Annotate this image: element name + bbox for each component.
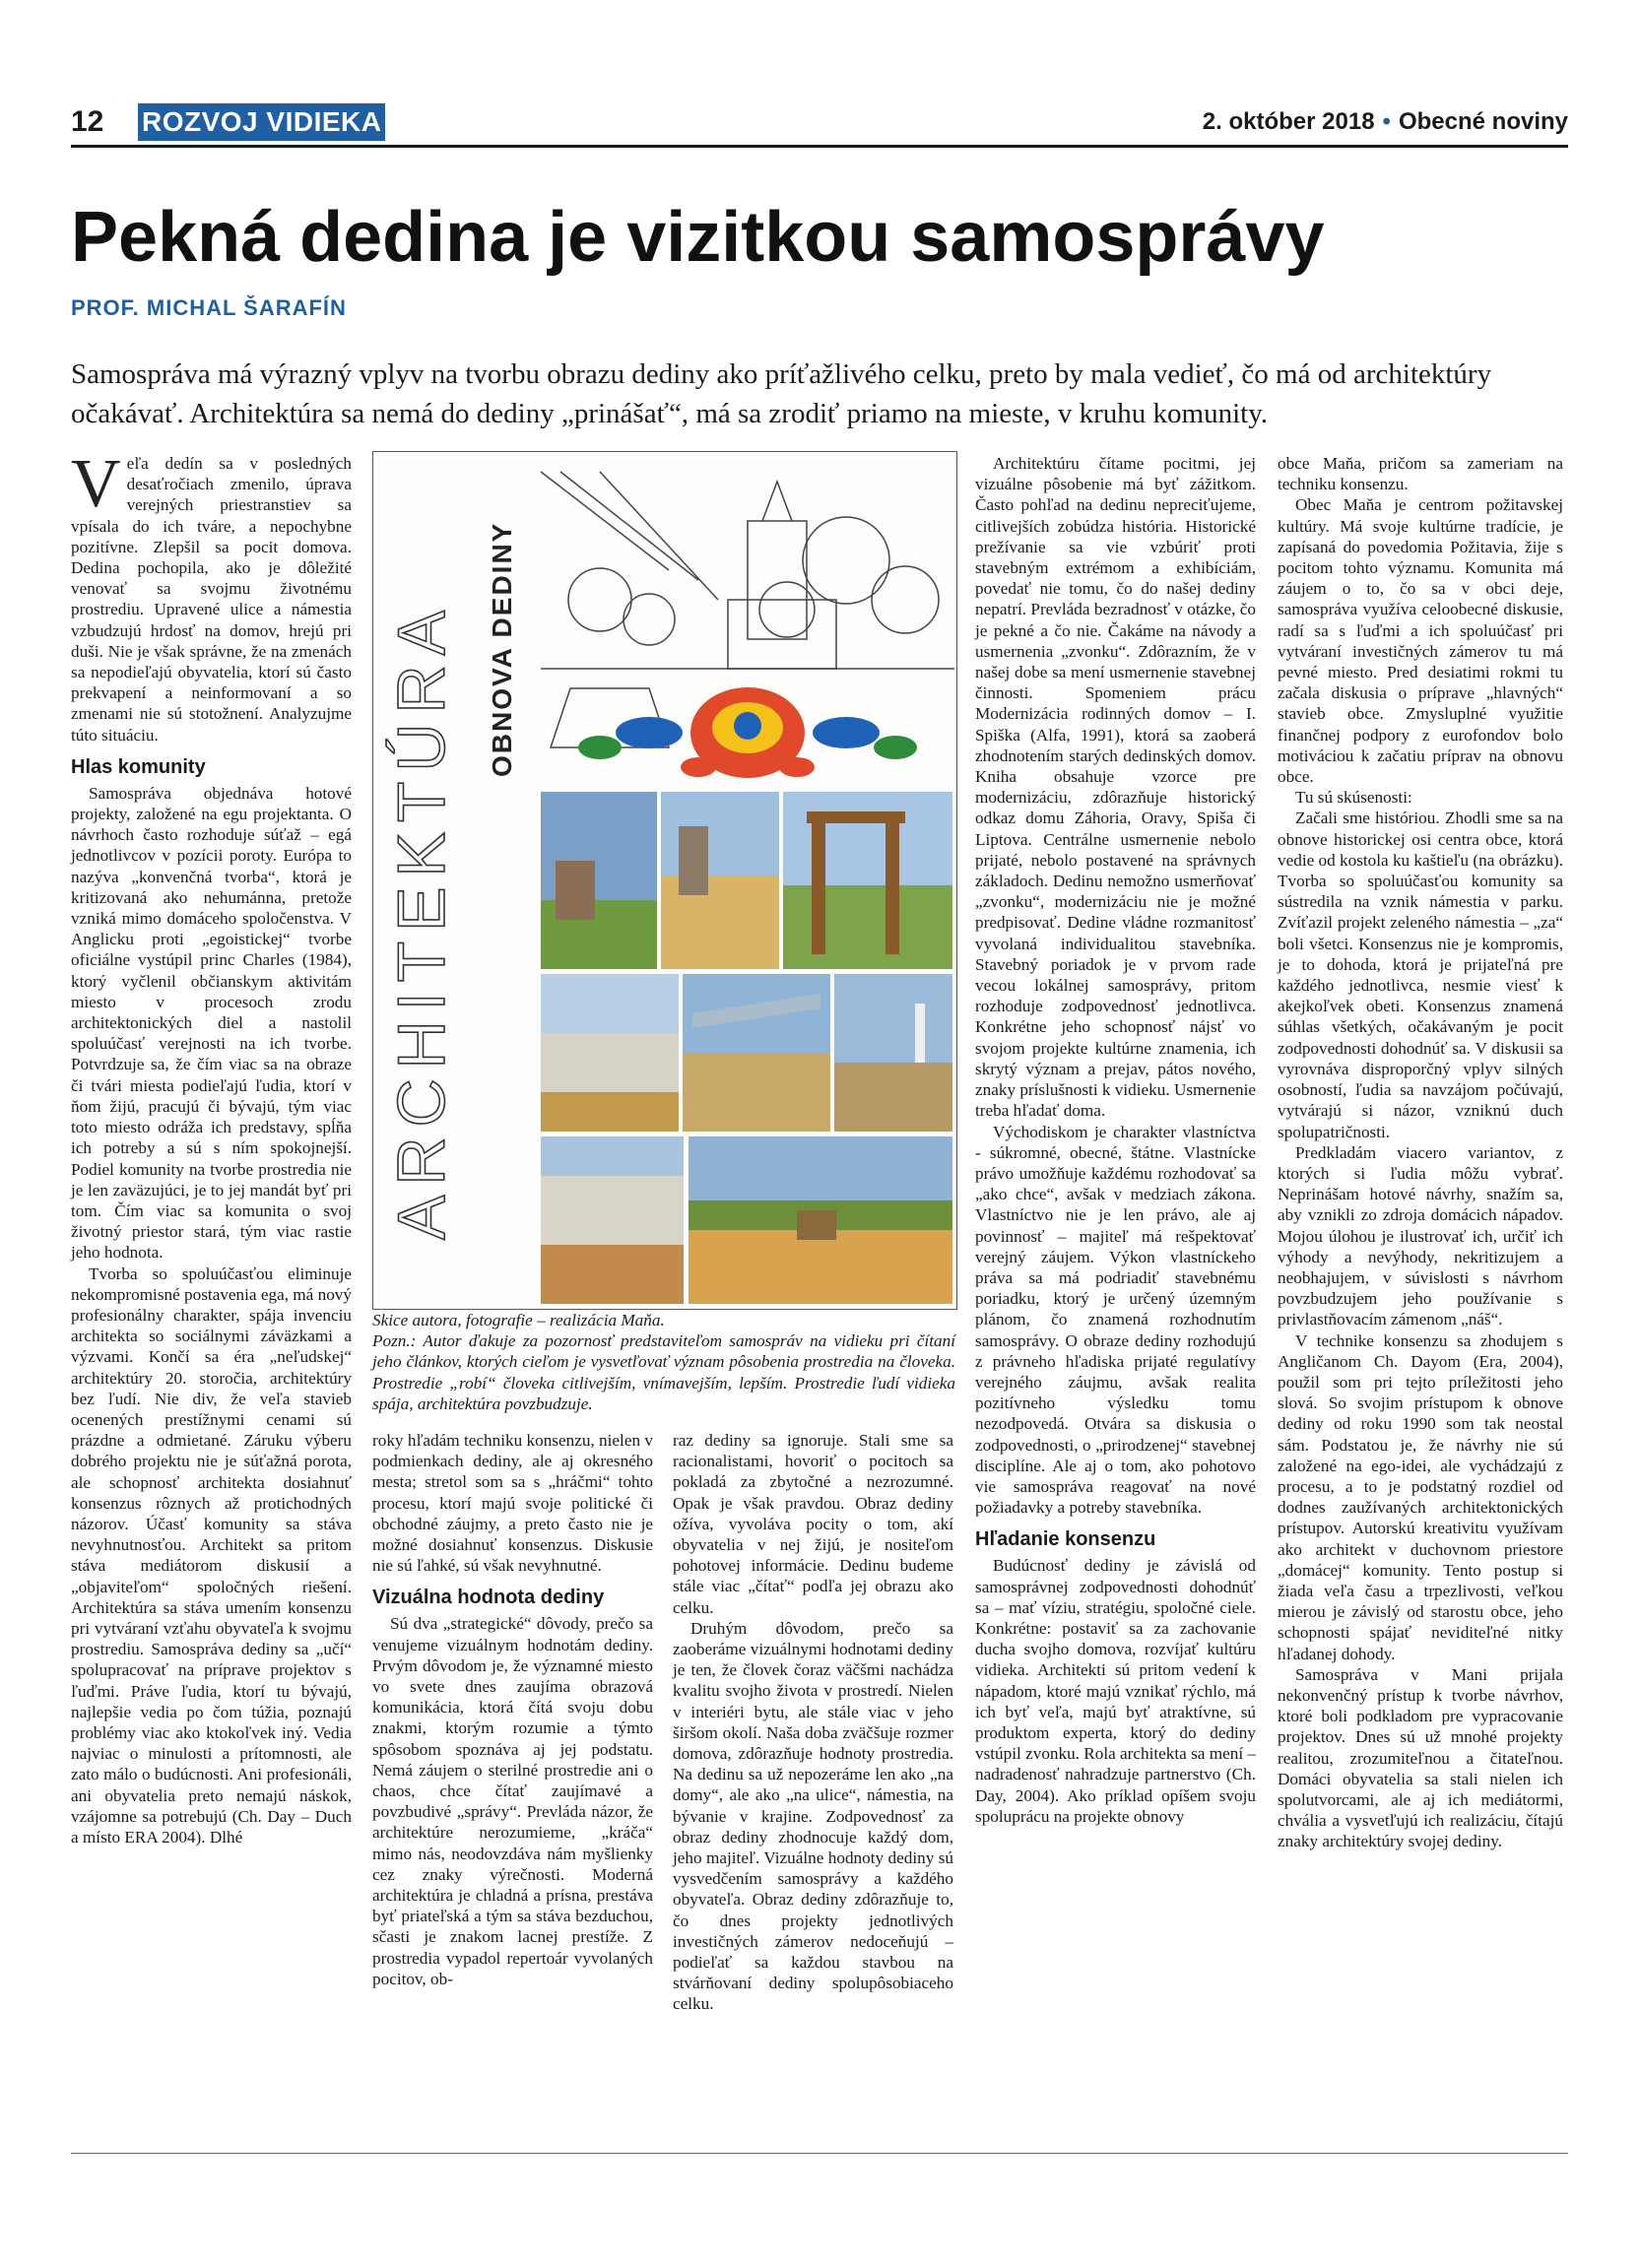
paragraph: Budúcnosť dediny je závislá od samosprávnej zodpovednosti dohodnúť sa – mať víziu, stratégiu, spoločné ciele. Konkrétne: postaviť sa za zachovanie ducha svojho domova, rozvíjať kultúru vidieka. Architekti sú pritom vedení k nápadom, ktoré majú vznikať rýchlo, má ich byť veľa, majú byť atraktívne, sú produktom experta, ktorý do dediny vstúpil zvonku. Rola architekta sa mení – nadradenosť nahradzuje partnerstvo (Ch. Day, 2004). Ako príklad opíšem svoju spoluprácu na projekte obnovy <box>975 1556 1256 1826</box>
subheading: Vizuálna hodnota dediny <box>372 1587 605 1609</box>
article-title: Pekná dedina je vizitkou samosprávy <box>71 198 1325 277</box>
article-column-2 <box>372 1430 653 1989</box>
paragraph: Predkladám viacero variantov, z ktorých si ľudia môžu vybrať. Neprinášam hotové návrhy, snažím sa, aby vznikli zo zdroja domácich nápadov. Mojou úlohou je ilustrovať ich, určiť ich výhody a nevýhody, nekritizujem a neobhajujem, v súvislosti s návrhom povzbudzujem jeho používanie s privlastňovacím zámenom „náš“. <box>1278 1142 1563 1329</box>
caption-note: Pozn.: Autor ďakuje za pozornosť predstaviteľom samospráv na vidieku pri čítaní jeho článkov, ktorých cieľom je vysvetľovať význam pôsobenia prostredia na človeka. Prostredie „robí“ človeka citlivejším, vnímavejším, lepším. Prostredie ľudí vidieka spája, architektúra povzbudzuje. <box>372 1331 955 1413</box>
paragraph: obce Maňa, pričom sa zameriam na techniku konsenzu. <box>1278 454 1563 494</box>
paragraph: Architektúru čítame pocitmi, jej vizuálne pôsobenie má byť zážitkom. Často pohľad na dedinu nepreciťujeme, citlivejších zobúdza história. Historické prežívanie sa vie vzbúriť proti stavebným extrémom a exhibíciám, povedať nie tomu, čo do našej dediny nepatrí. Prevláda bezradnosť v otázke, čo je pekné a čo nie. Čakáme na návody a usmernenia „zvonku“. Zdôrazním, že v našej dobe sa mení usmernenie stavebnej činnosti. Spomeniem prácu Modernizácia rodinných domov – I. Spiška (Alfa, 1991), ktorá sa zaoberá zhodnotením starých dedinských domov. Kniha obsahuje vzorce pre modernizáciu, zdôrazňuje historický odkaz domu Záhoria, Oravy, Spiša či Liptova. Centrálne usmernenie nebolo prijaté, nebolo postavené na správnych základoch. Dedinu nemožno usmerňovať „zvonku“, modernizáciu nie je možné predpisovať. Dedine vládne rozmanitosť vyvolaná individualitou stavebníka. Stavebný poriadok je v prvom rade vecou lokálnej samosprávy, pritom rozhoduje zodpovednosť jednotlivca. Konkrétne jeho schopnosť nájsť vo svojom projekte kultúrne znamenia, ich skrytý význam a prejav, pátos nového, znaky príslušnosti k vidieku. Usmernenie treba hľadať doma. <box>975 454 1256 1121</box>
paragraph: Samospráva objednáva hotové projekty, založené na egu projektanta. O návrhoch často rozhoduje súťaž – egá jednotlivcov v pozícii poroty. Európa to nazýva „konvenčná tvorba“, ktorá je kritizovaná ako nehumánna, pretože vzniká mimo domáceho spoločenstva. V Anglicku proti „egoistickej“ tvorbe oficiálne vystúpil princ Charles (1984), ktorý vyčlenil občianskym aktivitám miesto v procesoch zrodu architektonických diel a nastolil spoluúčasť verejnosti na ich tvorbe. Potvrdzuje sa, že čím viac sa na obraze či tvári miesta podieľajú ľudia, ktorí v ňom žijú, pracujú či bývajú, tým viac toto miesto odráža ich predstavy, spĺňa ich potreby a sú s ním spokojnejší. Podiel komunity na tvorbe prostredia nie je len zaväzujúci, je to jej mandát byť pri tom. Čím viac sa komunita o svoj životný priestor stará, tým viac rastie jeho hodnota. <box>71 783 352 1263</box>
page-header <box>71 103 1568 148</box>
article-column-4 <box>975 453 1256 1827</box>
paragraph: raz dediny sa ignoruje. Stali sme sa racionalistami, hovoriť o pocitoch sa pokladá za zbytočné a nezrozumné. Opak je však pravdou. Obraz dediny ožíva, vyvoláva pocity o tom, akí obyvatelia v nej žijú, je nositeľom pohotovej informácie. Dedinu budeme stále viac „čítať“ podľa jej obrazu ako celku. <box>673 1431 953 1617</box>
paragraph: Tu sú skúsenosti: <box>1295 788 1412 808</box>
figure-caption <box>372 1310 955 1414</box>
figure-collage <box>373 452 956 1309</box>
photo-grid <box>541 792 952 1304</box>
issue-info <box>1203 103 1568 141</box>
paragraph: Tvorba so spoluúčasťou eliminuje nekompromisné postavenia ega, má nový profesionálny charakter, spája invenciu architekta so sociálnymi záväzkami a výzvami. Končí sa éra „neľudskej“ architektúry 20. storočia, architektúry bez ľudí. Nie div, že veľa stavieb ocenených prestížnymi cenami sú prázdne a odmietané. Záruku výberu dobrého projektu nie je súťažná porota, ale schopnosť architekta dosiahnuť konsenzus rôznych až protichodných názorov. Účasť komunity sa stáva nevyhnutnosťou. Architekt sa pritom stáva mediátorom diskusií a „objaviteľom“ spoločných riešení. Architektúra sa stáva umením konsenzu pri vytváraní vzťahu obyvateľa k svojmu prostrediu. Samospráva dediny sa „učí“ spolupracovať na príprave projektov s ľuďmi. Práve ľudia, ktorí tu bývajú, najlepšie vedia po čom túžia, poznajú problémy viac ako ktokoľvek iný. Vedia najviac o minulosti a prítomnosti, ale zato málo o budúcnosti. Ani profesionáli, ani obyvatelia preto nemajú náskok, vzájomne sa potrebujú (Ch. Day – Duch a místo ERA 2004). Dlhé <box>71 1264 352 1847</box>
article-column-5 <box>1278 453 1563 1852</box>
drop-cap: V <box>71 446 121 522</box>
paragraph <box>71 446 352 745</box>
paragraph: Druhým dôvodom, prečo sa zaoberáme vizuálnymi hodnotami dediny je ten, že človek čoraz väčšmi nachádza kvalitu svojho života v prostredí. Nielen v interiéri bytu, ale stále viac v jeho širšom okolí. Naša doba zväčšuje rozmer domova, zdôrazňuje hodnoty prostredia. Na dedinu sa už nepozeráme len ako „na domy“, ale ako „na ulice“, námestia, na bývanie v krajine. Zodpovednosť za obraz dediny zhodnocuje každý dom, jeho majiteľ. Vizuálne hodnoty dediny sú vysvedčením samosprávy a každého obyvateľa. Obraz dediny zdôrazňuje to, čo dnes projekty jednotlivých investičných zámerov nedoceňujú – podieľať sa každou stavbou na stvárňovaní dediny spolupôsobiaceho celku. <box>673 1618 953 2014</box>
figure-title-vertical: ARCHITEKTÚRA <box>384 601 459 1240</box>
paragraph: Sú dva „strategické“ dôvody, prečo sa venujeme vizuálnym hodnotám dediny. Prvým dôvodom je, že významné miesto vo svete dnes zaujíma obrazová komunikácia, ktorá čítá svoju dobu znakmi, ktorým rozumie a týmto spôsobom spoznáva aj jej podstatu. Nemá záujem o sterilné prostredie ani o chaos, chce čítať zaujímavé a povzbudivé „správy“. Prevláda názor, že architektúre nerozumieme, „kráča“ mimo nás, neodovzdáva nám myšlienky cez znaky výrečnosti. Moderná architektúra je chladná a prísna, prestáva byť priateľská a tým sa stáva bezduchou, sčasti je znakom lacnej prestíže. Z prostredia vypadol repertoár vyvolaných pocitov, ob- <box>372 1614 653 1988</box>
paragraph-text: eľa dedín sa v posledných desaťročiach zmenilo, úprava verejných priestranstiev sa vpísala do ich tváre, a nepochybne pozitívne. Zlepšil sa pocit domova. Dedina pochopila, ako je dôležité venovať sa svojmu životnému prostrediu. Upravené ulice a námestia vzbudzujú hrdosť na domov, hrejú pri duši. Nie je však správne, že na zmenách sa nepodieľajú obyvatelia, ktorí sú často prekvapení a neinformovaní a so zmenami nie sú stotožnení. Analyzujme túto situáciu. <box>71 454 352 745</box>
paragraph: Samospráva v Mani prijala nekonvenčný prístup k tvorbe návrhov, ktoré boli podkladom pre vypracovanie projektov. Dnes sú už mnohé projekty realitou, zrozumiteľnou a čitateľnou. Domáci obyvatelia sa stali nielen ich spolutvorcami, ale aj ich mediátormi, chvália a vysvetľujú ich realizáciu, čítajú znaky architektúry svojej dediny. <box>1278 1664 1563 1851</box>
article-figure <box>372 451 957 1310</box>
figure-subtitle-vertical: OBNOVA DEDINY <box>487 521 517 777</box>
article-column-1 <box>71 446 352 1847</box>
paragraph: roky hľadám techniku konsenzu, nielen v podmienkach dediny, ale aj okresného mesta; stretol som sa s „hráčmi“ tohto procesu, ktorí majú svoje politické či obchodné záujmy, a preto často nie je možné dosiahnuť konsenzus. Diskusie nie sú ľahké, sú však nevyhnutné. <box>372 1431 653 1576</box>
paragraph: V technike konsenzu sa zhodujem s Angličanom Ch. Dayom (Era, 2004), použil som pri tejto príležitosti jeho slová. So svojim prístupom k obnove dediny od roku 1990 som tak neostal sám. Podstatou je, že návrhy nie sú založené na ego-idei, ale vychádzajú z procesu, a to je podstatný rozdiel od dodnes zaužívaných architektonických prístupov. Autorskú kreativitu využívam ako architekt v duchovnom priestore „domácej“ komunity. Tento postup si žiada veľa času a trpezlivosti, veľkou mierou je závislý od starostu obce, jeho schopnosti spájať neviditeľné nitky hľadanej dohody. <box>1278 1330 1563 1663</box>
subheading: Hľadanie konsenzu <box>975 1528 1156 1551</box>
page-number: 12 <box>71 105 104 138</box>
paragraph: Východiskom je charakter vlastníctva - súkromné, obecné, štátne. Vlastnícke právo umožňuje každému rozhodovať sa „ako chce“, avšak v medziach zákona. Vlastníctvo nie je len právo, ale aj povinnosť – majiteľ má rešpektovať verejný záujem. Výkon vlastníckeho práva sa má podriadiť stavebnému poriadku, ktorý je určený územným plánom, čo znamená rozhodnutím samosprávy. O obraze dediny rozhodujú z právneho hľadiska prijaté regulatívy verejného záujmu, avšak realita pozitívneho výsledku tomu nezodpovedá. Otvára sa diskusia o zodpovednosti, o „prirodzenej“ stavebnej disciplíne. Ale aj o tom, ako pohotovo vie samospráva reagovať na nové požiadavky a potreby stavebníka. <box>975 1122 1256 1518</box>
subheading: Hlas komunity <box>71 755 206 778</box>
article-author: PROF. MICHAL ŠARAFÍN <box>71 295 347 320</box>
paragraph: Obec Maňa je centrom požitavskej kultúry. Má svoje kultúrne tradície, je zapísaná do povedomia Požitavia, žije s pocitom tohto významu. Komunita má záujem o to, čo sa v obci deje, samospráva využíva celoobecné diskusie, radí sa s ľuďmi a ich spoluúčasť pri vytváraní investičných zámerov tu má pevné miesto. Pred desiatimi rokmi tu začala diskusia o príprave „hlavných“ stavieb obce. Zmysluplné využitie finančnej podpory z eurofondov bolo motiváciou k začatiu príprav na obnovu obce. <box>1278 495 1563 787</box>
section-label: ROZVOJ VIDIEKA <box>138 103 385 141</box>
footer-divider <box>71 2153 1568 2154</box>
article-lead: Samospráva má výrazný vplyv na tvorbu obrazu dediny ako príťažlivého celku, preto by mala vedieť, čo má od architektúry očakávať. Architektúra sa nemá do dediny „prinášať“, má sa zrodiť priamo na mieste, v kruhu komunity. <box>71 358 1492 429</box>
publication-name: Obecné noviny <box>1398 108 1568 135</box>
bullet-separator: • <box>1382 108 1391 135</box>
article-column-3 <box>673 1430 953 2015</box>
issue-date: 2. október 2018 <box>1202 108 1375 135</box>
caption-credit: Skice autora, fotografie – realizácia Maňa. <box>372 1311 665 1329</box>
paragraph: Začali sme históriou. Zhodli sme sa na obnove historickej osi centra obce, ktorá vedie od kostola ku kaštieľu (na obrázku). Tvorba so spoluúčasťou komunity sa sústredila na vznik námestia v parku. Zvíťazil projekt zeleného námestia – „za“ boli všetci. Konsenzus nie je kompromis, je to dohoda, ktorá je prijateľná pre každého jednotlivca, nesmie viesť k akejkoľvek obeti. Konsenzus znamená súhlas všetkých, očakávaným je pocit zodpovednosti dohodnúť sa. V diskusii sa vyrovnáva disproporčný vplyv silných osobností, ľudia sa navzájom počúvajú, vytvárajú si názor, vzniknú duch spolupatričnosti. <box>1278 809 1564 1141</box>
